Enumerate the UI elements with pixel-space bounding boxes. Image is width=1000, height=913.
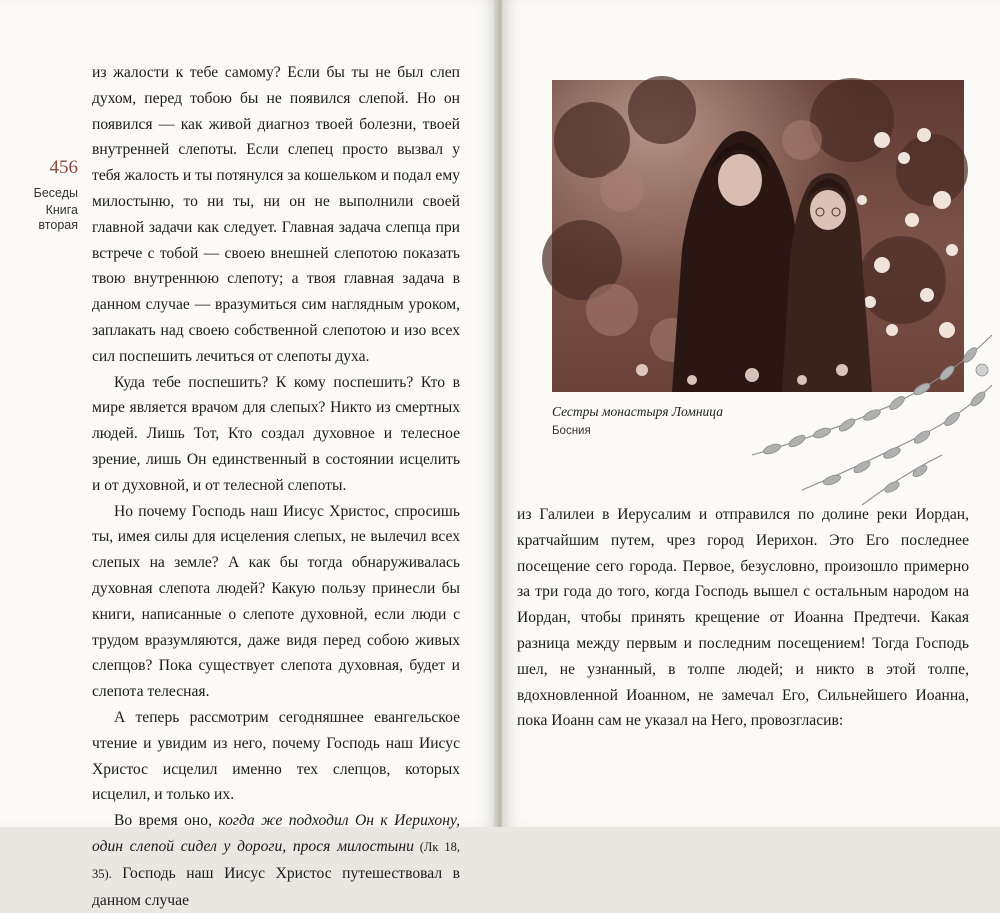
running-subhead-line: Книга <box>45 203 78 217</box>
left-body-text <box>92 60 460 913</box>
paragraph: Но почему Господь наш Иисус Христос, спросишь ты, имея силы для исцеления слепых, не вылечил всех слепых на земле? А как бы тогда обнаруживалась духовная слепота людей? Какую пользу принесли бы книги, написанные о слепоте духовной, если люди с трудом вразумляются, даже видя перед собою живых слепцов? Пока существует слепота духовная, будет и слепота телесная. <box>92 502 460 701</box>
page-number: 456 <box>49 157 78 178</box>
paragraph-start: Во время оно, <box>114 812 219 830</box>
margin-column <box>12 158 78 233</box>
right-body-text <box>517 502 969 734</box>
caption-location: Босния <box>552 425 591 437</box>
gospel-quote: когда же подходил Он к Иерихону, один слепой сидел у дороги, прося милостыни <box>92 812 460 855</box>
paragraph: А теперь рассмотрим сегодняшнее евангельское чтение и увидим из него, почему Господь наш Иисус Христос исцелил именно тех слепцов, которых исцелил, и только их. <box>92 708 460 804</box>
running-subhead <box>12 203 78 233</box>
caption-title: Сестры монастыря Ломница <box>552 404 723 419</box>
scripture-reference: (Лк 18, 35). <box>92 839 460 881</box>
floral-ornament-icon <box>742 315 1000 510</box>
paragraph: из жалости к тебе самому? Если бы ты не был слеп духом, перед тобою бы не появился слепой. Но он появился — как живой диагноз твоей болезни, твоей внутренней слепоты. Если слепец просто вызвал у тебя жалость и ты потянулся за кошельком и подал ему милостыню, то ни ты, ни он не выполнили своей главной задачи как следует. Главная задача слепца при встрече с тобой — своею внешней слепотою показать твою внутреннюю слепоту; а твоя главная задача в данном случае — вразумиться сим наглядным уроком, заплакать над своею собственной слепотою и изо всех сил поспешить лечиться от слепоты духа. <box>92 64 460 365</box>
paragraph <box>92 808 460 913</box>
running-subhead-line: вторая <box>38 218 78 232</box>
paragraph-end: Господь наш Иисус Христос путешествовал в данном случае <box>92 864 460 909</box>
left-page <box>0 0 498 909</box>
paragraph: из Галилеи в Иерусалим и отправился по долине реки Иордан, кратчайшим путем, чрез город Иерихон. Это Его последнее посещение сего города. Первое, безусловно, произошло примерно за три года до того, когда Господь вышел с остальным народом на Иордан, чтобы принять крещение от Иоанна Предтечи. Какая разница между первым и последним посещением! Тогда Господь шел, не узнанный, в толпе людей; и никто в этой толпе, вдохновленной Иоанном, не замечал Его, Сильнейшего Иоанна, пока Иоанн сам не указал на Него, провозгласив: <box>517 506 969 730</box>
paragraph: Куда тебе поспешить? К кому поспешить? Кто в мире является врачом для слепых? Никто из смертных людей. Лишь Тот, Кто создал духовное и телесное зрение, лишь Он единственный в состоянии исцелить и от духовной, и от телесной слепоты. <box>92 373 460 494</box>
running-head: Беседы <box>33 186 78 200</box>
